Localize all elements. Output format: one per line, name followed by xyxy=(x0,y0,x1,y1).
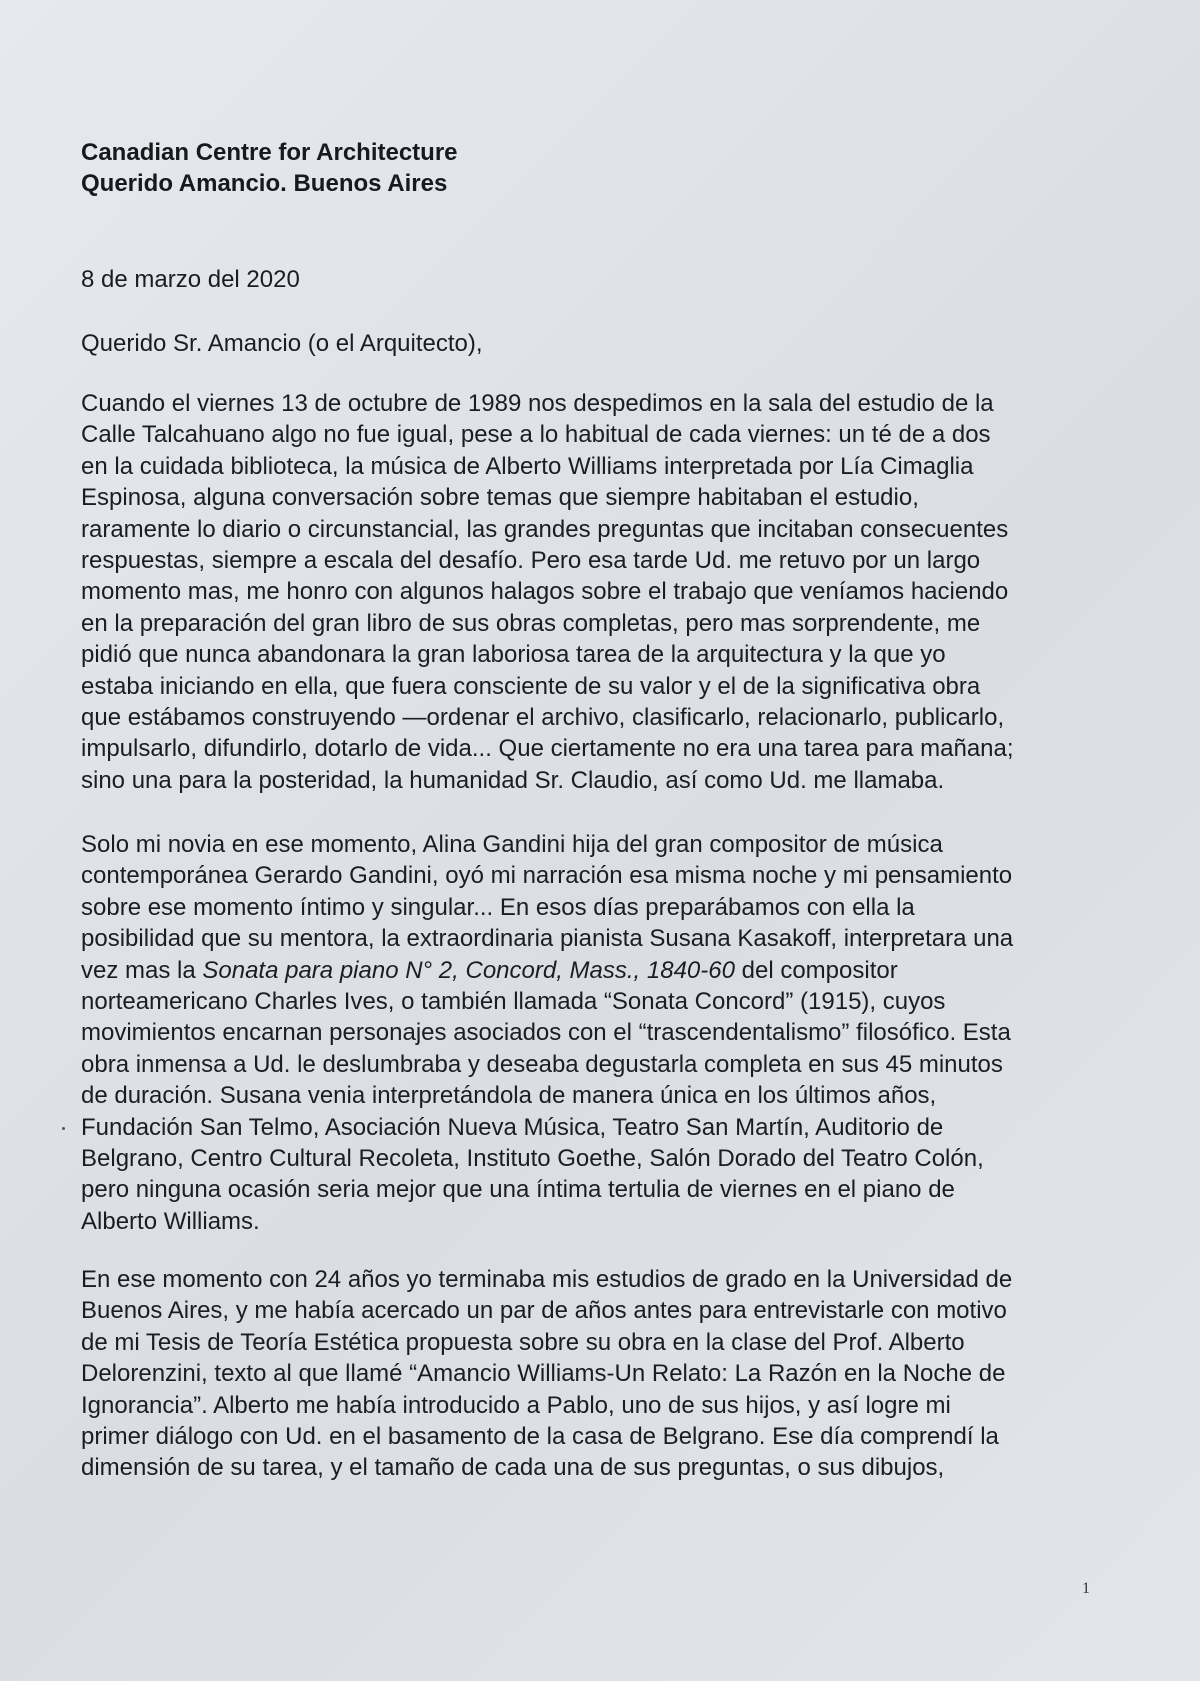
paragraph-line: de duración. Susana venia interpretándola de manera única en los últimos años, xyxy=(81,1082,937,1110)
paragraph-line: estaba iniciando en ella, que fuera consciente de su valor y el de la significativa obra xyxy=(81,672,981,700)
paragraph-line: Belgrano, Centro Cultural Recoleta, Instituto Goethe, Salón Dorado del Teatro Colón, xyxy=(81,1145,984,1173)
paragraph-line: de mi Tesis de Teoría Estética propuesta sobre su obra en la clase del Prof. Alberto xyxy=(81,1328,965,1356)
paragraph-line: Delorenzini, texto al que llamé “Amancio Williams-Un Relato: La Razón en la Noche de xyxy=(81,1360,1006,1388)
paragraph-line: en la preparación del gran libro de sus obras completas, pero mas sorprendente, me xyxy=(81,609,981,637)
paragraph-3 xyxy=(81,1264,1121,1484)
letterhead xyxy=(81,137,458,199)
paragraph-line: contemporánea Gerardo Gandini, oyó mi narración esa misma noche y mi pensamiento xyxy=(81,862,1013,890)
letterhead-institution: Canadian Centre for Architecture xyxy=(81,139,458,166)
paragraph-1 xyxy=(81,388,1121,796)
paragraph-line: Ignorancia”. Alberto me había introducido a Pablo, uno de sus hijos, y así logre mi xyxy=(81,1391,951,1419)
paragraph-line: Alberto Williams. xyxy=(81,1207,260,1235)
paragraph-line: impulsarlo, difundirlo, dotarlo de vida... Que ciertamente no era una tarea para mañana; xyxy=(81,735,1014,763)
paragraph-line: Espinosa, alguna conversación sobre temas que siempre habitaban el estudio, xyxy=(81,484,919,512)
paragraph-line: Solo mi novia en ese momento, Alina Gandini hija del gran compositor de música xyxy=(81,831,943,858)
paragraph-line: Buenos Aires, y me había acercado un par de años antes para entrevistarle con motivo xyxy=(81,1297,1007,1325)
letterhead-addressee: Querido Amancio. Buenos Aires xyxy=(81,170,448,197)
letter-date: 8 de marzo del 2020 xyxy=(81,266,300,293)
paragraph-line: que estábamos construyendo —ordenar el archivo, clasificarlo, relacionarlo, publicarlo, xyxy=(81,704,1005,732)
paragraph-line: dimensión de su tarea, y el tamaño de cada una de sus preguntas, o sus dibujos, xyxy=(81,1454,945,1482)
paragraph-line: sobre ese momento íntimo y singular... En esos días preparábamos con ella la xyxy=(81,893,915,921)
paragraph-line xyxy=(81,955,1121,986)
paragraph-line: pidió que nunca abandonara la gran laboriosa tarea de la arquitectura y la que yo xyxy=(81,641,946,669)
paragraph-text: del compositor xyxy=(734,956,898,984)
salutation: Querido Sr. Amancio (o el Arquitecto), xyxy=(81,330,483,357)
paragraph-line: En ese momento con 24 años yo terminaba mis estudios de grado en la Universidad de xyxy=(81,1266,1013,1293)
paragraph-line: Cuando el viernes 13 de octubre de 1989 nos despedimos en la sala del estudio de la xyxy=(81,390,994,417)
paragraph-2 xyxy=(81,829,1121,1237)
paragraph-line: norteamericano Charles Ives, o también llamada “Sonata Concord” (1915), cuyos xyxy=(81,988,946,1016)
paper-speck xyxy=(62,1127,65,1130)
paragraph-line: Calle Talcahuano algo no fue igual, pese a lo habitual de cada viernes: un té de a dos xyxy=(81,421,991,449)
paragraph-line: pero ninguna ocasión seria mejor que una íntima tertulia de viernes en el piano de xyxy=(81,1176,955,1204)
page-number: 1 xyxy=(1082,1580,1090,1597)
paragraph-line: obra inmensa a Ud. le deslumbraba y deseaba degustarla completa en sus 45 minutos xyxy=(81,1050,1003,1078)
paragraph-line: en la cuidada biblioteca, la música de Alberto Williams interpretada por Lía Cimaglia xyxy=(81,452,974,480)
paragraph-line: primer diálogo con Ud. en el basamento de la casa de Belgrano. Ese día comprendí la xyxy=(81,1423,999,1451)
paragraph-line: posibilidad que su mentora, la extraordinaria pianista Susana Kasakoff, interpretara una xyxy=(81,925,1014,953)
paragraph-line: respuestas, siempre a escala del desafío. Pero esa tarde Ud. me retuvo por un largo xyxy=(81,547,981,575)
paragraph-line: Fundación San Telmo, Asociación Nueva Música, Teatro San Martín, Auditorio de xyxy=(81,1113,944,1141)
paragraph-line: raramente lo diario o circunstancial, las grandes preguntas que incitaban consecuentes xyxy=(81,515,1009,543)
paragraph-line: sino una para la posteridad, la humanidad Sr. Claudio, así como Ud. me llamaba. xyxy=(81,766,945,794)
paragraph-line: momento mas, me honro con algunos halagos sobre el trabajo que veníamos haciendo xyxy=(81,578,1009,606)
sonata-title: Sonata para piano N° 2, Concord, Mass., 1840-60 xyxy=(202,956,735,984)
paragraph-text: vez mas la xyxy=(81,956,203,984)
paragraph-line: movimientos encarnan personajes asociados con el “trascendentalismo” filosófico. Esta xyxy=(81,1019,1011,1047)
